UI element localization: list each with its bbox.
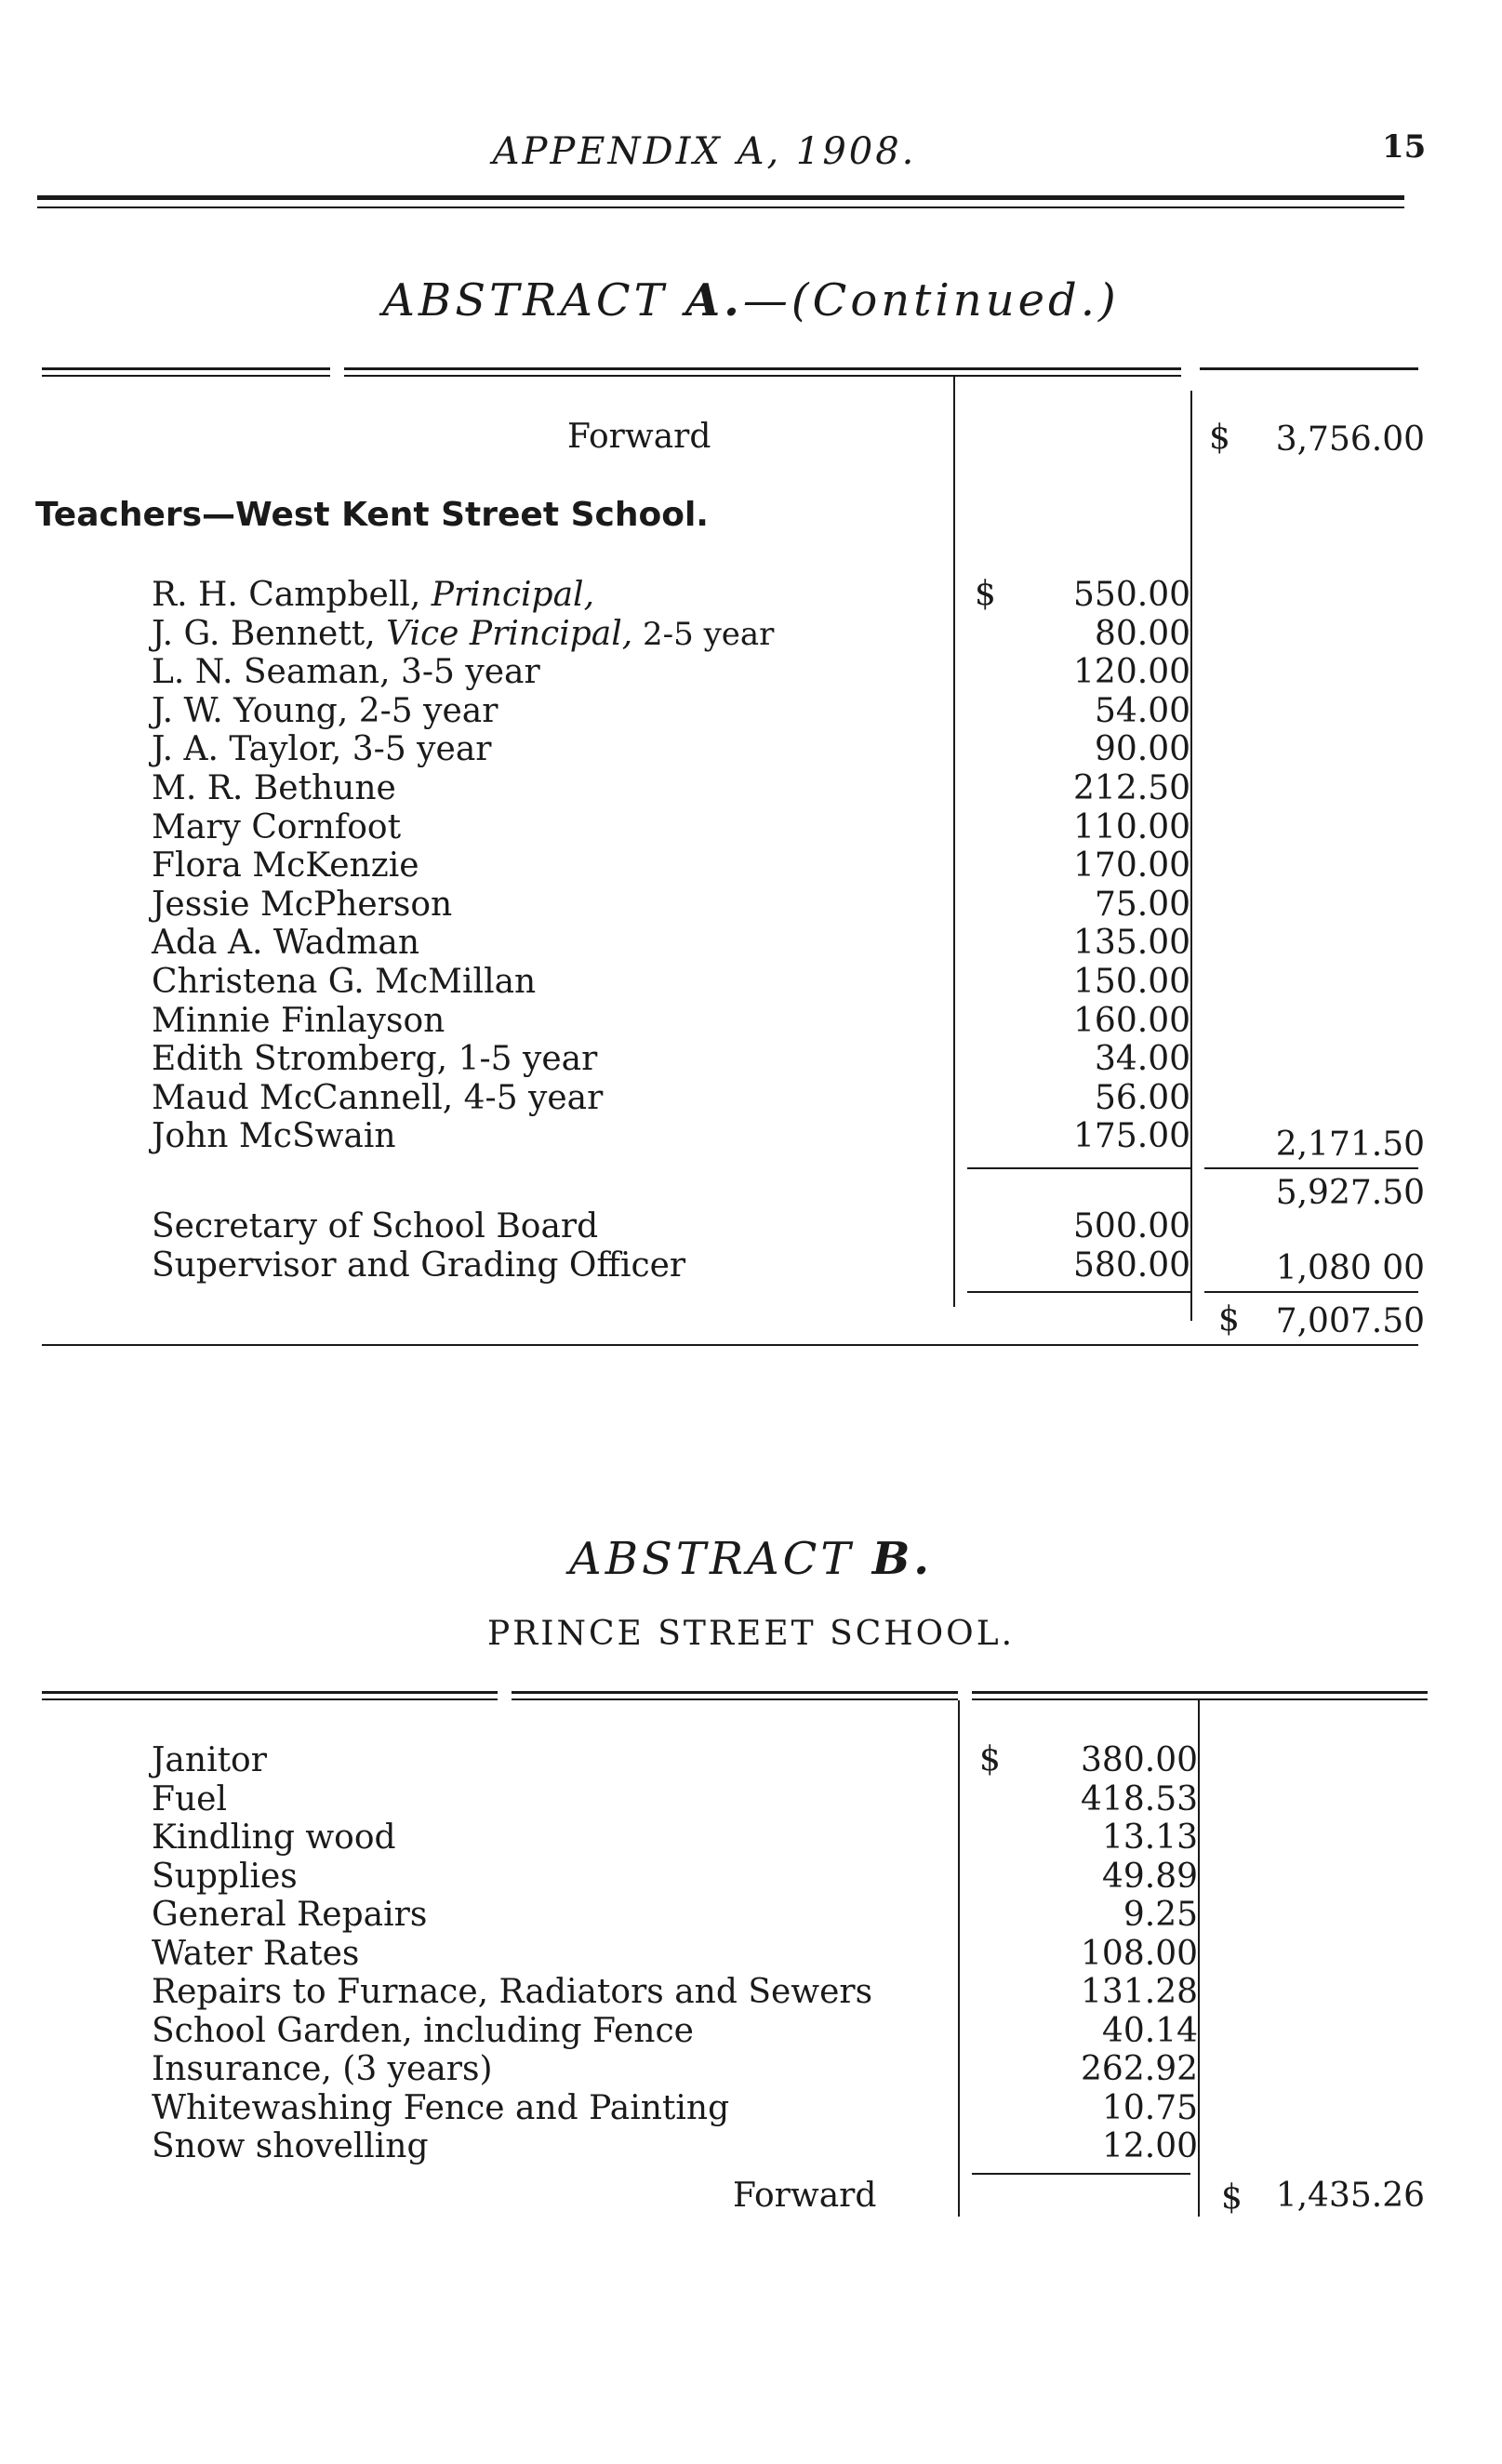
row-name [152, 576, 594, 615]
row-amount: 135.00 [1073, 924, 1190, 963]
row-amount: 80.00 [1094, 614, 1190, 653]
row-name [152, 1207, 598, 1246]
row-amount: 75.00 [1094, 885, 1190, 924]
forward-amount: 3,756.00 [1275, 420, 1425, 459]
row-name [152, 1896, 427, 1935]
table-row [0, 730, 1502, 769]
row-name [152, 730, 491, 769]
table-row [0, 692, 1502, 731]
row-name [152, 1780, 227, 1819]
table-b-rule-left-2 [42, 1698, 498, 1700]
row-name-text: J. W. Young, 2-5 year [152, 691, 498, 730]
row-name-text: Water Rates [152, 1934, 360, 1973]
row-amount: 170.00 [1073, 846, 1190, 886]
row-name [152, 924, 419, 963]
row-amount: 10.75 [1101, 2088, 1198, 2127]
row-name-text: Jessie McPherson [152, 885, 453, 924]
row-name-text: M. R. Bethune [152, 769, 396, 807]
row-name [152, 1741, 267, 1780]
table-b-rule-mid [512, 1691, 958, 1694]
row-name-text: Janitor [152, 1741, 267, 1779]
row-amount: 108.00 [1081, 1934, 1198, 1973]
row-name [152, 2127, 429, 2166]
table-row [0, 1002, 1502, 1041]
items-dollar: $ [979, 1740, 1001, 1778]
row-name [152, 1935, 359, 1974]
table-a-rule-mid [344, 367, 1181, 370]
row-name [152, 1858, 298, 1897]
running-head: APPENDIX A, 1908. [492, 130, 917, 173]
row-name-text: J. G. Bennett, [152, 614, 387, 653]
row-name [152, 1246, 685, 1285]
table-row [0, 2012, 1502, 2051]
table-a-rule-mid-2 [344, 375, 1181, 377]
table-row [0, 2127, 1502, 2166]
table-row [0, 1079, 1502, 1118]
row-amount: 580.00 [1073, 1245, 1190, 1285]
b-forward-label: Forward [733, 2177, 877, 2215]
table-b-rule-right [972, 1691, 1428, 1694]
b-forward-amount: 1,435.26 [1275, 2177, 1425, 2215]
table-row [0, 1780, 1502, 1819]
table-row [0, 846, 1502, 886]
table-row [0, 1741, 1502, 1780]
row-name [152, 653, 540, 692]
table-row [0, 1935, 1502, 1974]
abstract-a-title-letter: A. [685, 274, 743, 326]
row-name [152, 2089, 729, 2128]
row-name [152, 692, 498, 731]
row-name-text: Ada A. Wadman [152, 924, 419, 963]
b-forward-dollar: $ [1221, 2178, 1243, 2217]
subtotal: 5,927.50 [1275, 1174, 1425, 1212]
row-name-text: Maud McCannell, 4-5 year [152, 1078, 604, 1117]
others-sum-rule [967, 1291, 1190, 1293]
teachers-total: 2,171.50 [1275, 1125, 1425, 1164]
row-amount: 380.00 [1081, 1741, 1198, 1779]
row-name [152, 846, 419, 886]
table-row [0, 1858, 1502, 1897]
section-heading: Teachers—West Kent Street School. [35, 496, 709, 534]
row-amount: 175.00 [1073, 1117, 1190, 1156]
row-extra: 2-5 year [632, 615, 775, 653]
row-name [152, 1040, 597, 1079]
table-row [0, 808, 1502, 847]
row-name-text: Secretary of School Board [152, 1207, 599, 1245]
forward-label: Forward [567, 418, 711, 456]
row-amount: 120.00 [1073, 653, 1190, 692]
others-total: 1,080 00 [1275, 1249, 1425, 1287]
abstract-a-title-prefix: ABSTRACT [382, 274, 668, 326]
row-amount: 160.00 [1073, 1001, 1190, 1040]
row-amount: 40.14 [1101, 2011, 1198, 2050]
row-name-text: Christena G. McMillan [152, 963, 537, 1001]
row-name-text: Fuel [152, 1779, 227, 1818]
row-name-text: L. N. Seaman, 3-5 year [152, 653, 540, 692]
table-row [0, 1207, 1502, 1246]
header-rule-thin [37, 206, 1404, 208]
row-name [152, 886, 452, 925]
row-name [152, 1002, 445, 1041]
row-name-text: Repairs to Furnace, Radiators and Sewers [152, 1973, 873, 2011]
row-amount: 110.00 [1073, 807, 1190, 846]
table-row [0, 963, 1502, 1002]
row-name-text: Mary Cornfoot [152, 807, 402, 846]
row-amount: 131.28 [1081, 1973, 1198, 2011]
row-name [152, 2012, 694, 2051]
row-amount: 550.00 [1073, 576, 1190, 614]
row-amount: 56.00 [1094, 1078, 1190, 1117]
abstract-a-title-suffix: —(Continued.) [742, 274, 1120, 326]
table-b-rule-right-2 [972, 1698, 1428, 1700]
row-amount: 500.00 [1073, 1207, 1190, 1245]
table-a-rule-left-2 [42, 375, 330, 377]
row-amount: 418.53 [1081, 1779, 1198, 1818]
row-name [152, 1079, 603, 1118]
table-row [0, 2050, 1502, 2089]
grand-total: 7,007.50 [1275, 1302, 1425, 1340]
row-name-text: J. A. Taylor, 3-5 year [152, 730, 492, 769]
row-amount: 49.89 [1101, 1857, 1198, 1896]
row-name-text: Supplies [152, 1857, 298, 1896]
row-name [152, 1973, 872, 2012]
teachers-total-rule [1204, 1167, 1418, 1169]
row-amount: 90.00 [1094, 730, 1190, 769]
row-amount: 13.13 [1101, 1818, 1198, 1857]
table-b-rule-mid-2 [512, 1698, 958, 1700]
abstract-b-title [0, 1533, 1502, 1585]
table-b-rule-left [42, 1691, 498, 1694]
items-sum-rule [972, 2173, 1190, 2175]
table-row [0, 1896, 1502, 1935]
row-name-text: John McSwain [152, 1117, 396, 1156]
table-row [0, 1973, 1502, 2012]
row-role: Vice Principal, [386, 614, 633, 653]
abstract-b-title-prefix: ABSTRACT [569, 1533, 855, 1585]
table-row [0, 886, 1502, 925]
row-name-text: Insurance, (3 years) [152, 2050, 493, 2088]
table-row [0, 924, 1502, 963]
abstract-a-title [0, 274, 1502, 326]
row-amount: 150.00 [1073, 963, 1190, 1001]
abstract-b-subtitle: PRINCE STREET SCHOOL. [486, 1615, 1016, 1653]
row-amount: 212.50 [1073, 769, 1190, 807]
row-name-text: School Garden, including Fence [152, 2011, 694, 2050]
table-a-rule-left [42, 367, 330, 370]
row-name-text: Edith Stromberg, 1-5 year [152, 1040, 598, 1079]
row-name-text: General Repairs [152, 1896, 428, 1934]
others-total-rule [1204, 1291, 1418, 1293]
row-name-text: Minnie Finlayson [152, 1001, 445, 1040]
table-a-rule-right [1200, 367, 1418, 370]
row-name-text: Snow shovelling [152, 2127, 429, 2165]
table-row [0, 653, 1502, 692]
row-role: Principal, [431, 576, 595, 614]
row-name [152, 1117, 396, 1156]
row-name-text: R. H. Campbell, [152, 576, 432, 614]
row-name-text: Whitewashing Fence and Painting [152, 2088, 730, 2127]
row-amount: 12.00 [1101, 2127, 1198, 2165]
forward-dollar: $ [1209, 419, 1230, 457]
grand-dollar: $ [1218, 1300, 1240, 1339]
table-row [0, 1040, 1502, 1079]
teachers-dollar: $ [975, 575, 996, 613]
row-amount: 34.00 [1094, 1040, 1190, 1079]
row-name [152, 808, 401, 847]
row-name-text: Supervisor and Grading Officer [152, 1245, 686, 1285]
abstract-b-title-letter: B. [871, 1533, 933, 1585]
row-name-text: Kindling wood [152, 1818, 396, 1857]
row-name [152, 769, 396, 808]
table-row [0, 615, 1502, 654]
table-row [0, 576, 1502, 615]
table-a-bottom-rule [42, 1344, 1418, 1346]
teachers-sum-rule [967, 1167, 1190, 1169]
page-number: 15 [1382, 128, 1427, 166]
row-name [152, 2050, 493, 2089]
row-name [152, 615, 774, 654]
row-name [152, 963, 536, 1002]
header-rule-thick [37, 195, 1404, 200]
row-amount: 262.92 [1081, 2050, 1198, 2088]
row-amount: 54.00 [1094, 691, 1190, 730]
table-row [0, 1818, 1502, 1858]
table-row [0, 769, 1502, 808]
table-row [0, 2089, 1502, 2128]
row-name [152, 1818, 396, 1858]
row-name-text: Flora McKenzie [152, 846, 419, 886]
row-amount: 9.25 [1123, 1896, 1198, 1934]
